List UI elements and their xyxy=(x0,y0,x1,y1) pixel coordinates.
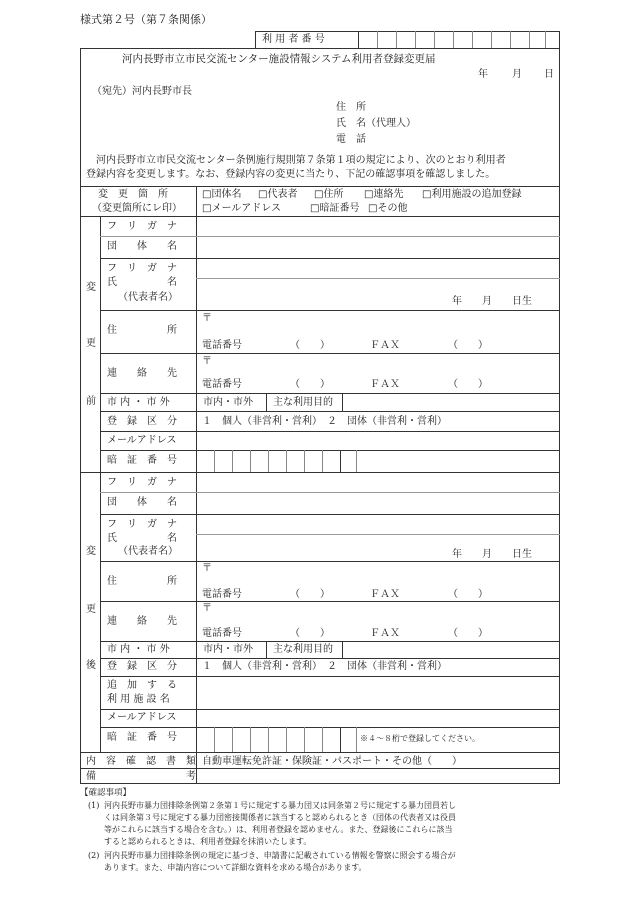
addressee: （宛先）河内長野市長 xyxy=(92,86,192,97)
notes-title: 【確認事項】 xyxy=(80,788,132,798)
option-representative[interactable]: □代表者 xyxy=(258,189,298,200)
change-section-sub: （変更箇所にレ印） xyxy=(92,203,182,214)
option-other[interactable]: □その他 xyxy=(368,203,408,214)
intro-line-1: 河内長野市立市民交流センター条例施行規則第７条第１項の規定により、次のとおり利用者 xyxy=(96,155,506,166)
pin-note: ※４～８桁で登録してください。 xyxy=(360,734,480,743)
option-group-name[interactable]: □団体名 xyxy=(202,189,242,200)
option-additional-facility[interactable]: □利用施設の追加登録 xyxy=(422,189,522,200)
after-label-3: 後 xyxy=(86,660,96,671)
form-title: 河内長野市立市民交流センター施設情報システム利用者登録変更届 xyxy=(122,53,436,65)
after-label-1: 変 xyxy=(86,546,96,557)
before-label-2: 更 xyxy=(86,338,96,349)
intro-line-2: 登録内容を変更します。なお、登録内容の変更に当たり、下記の確認事項を確認しました。 xyxy=(86,169,496,180)
option-pin[interactable]: □暗証番号 xyxy=(310,203,360,214)
applicant-name-label: 氏 名（代理人） xyxy=(336,118,416,129)
option-address[interactable]: □住所 xyxy=(314,189,344,200)
before-label-1: 変 xyxy=(86,282,96,293)
applicant-phone-label: 電 話 xyxy=(336,134,366,145)
user-number-label: 利 用 者 番 号 xyxy=(262,34,325,45)
applicant-address-label: 住 所 xyxy=(336,102,366,113)
confirm-doc-value: 自動車運転免許証・保険証・パスポート・その他（ ） xyxy=(202,756,462,767)
confirm-doc-label: 内 容 確 認 書 類 xyxy=(86,756,196,767)
remarks-label: 備 考 xyxy=(86,771,196,782)
change-section-label: 変 更 箇 所 xyxy=(98,189,168,200)
form-number: 様式第２号（第７条関係） xyxy=(80,13,212,26)
option-email[interactable]: □メールアドレス xyxy=(202,203,281,214)
before-label-3: 前 xyxy=(86,396,96,407)
option-contact[interactable]: □連絡先 xyxy=(364,189,404,200)
after-label-2: 更 xyxy=(86,604,96,615)
